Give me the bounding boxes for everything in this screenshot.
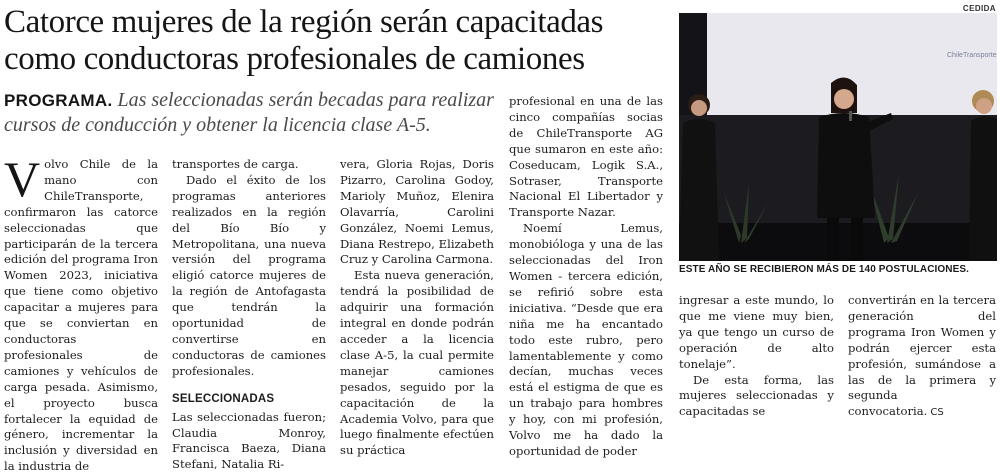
col6-text: convertirán en la tercera generación del programa Iron Women y podrán ejercer esta profesión, sumándose a las de la primera y segunda convocatoria. — [848, 293, 996, 419]
photo-caption: ESTE AÑO SE RECIBIERON MÁS DE 140 POSTULACIONES. — [679, 264, 970, 275]
paragraph: profesional en una de las cinco compañías socias de ChileTransporte AG que sumaron en este año: Coseducam, Logik S.A., Sotraser, Transporte Nacional El Libertador y Transporte Nazar. — [509, 94, 663, 220]
deck-text: Las seleccionadas serán becadas para realizar cursos de conducción y obtener la licencia clase A-5. — [4, 89, 494, 136]
deck — [4, 88, 504, 137]
paragraph: Las seleccionadas fueron; Claudia Monroy, Francisca Baeza, Diana Stefani, Natalia Ri- — [172, 409, 326, 472]
screen-logo: ChileTransporte — [947, 52, 997, 59]
paragraph: De esta forma, las mujeres seleccionadas y capacitadas se — [679, 372, 834, 419]
paragraph — [848, 293, 996, 421]
event-photo — [679, 13, 997, 261]
section-subhead: SELECCIONADAS — [172, 392, 275, 405]
paragraph — [4, 151, 158, 475]
column-2 — [172, 157, 326, 473]
column-4 — [509, 94, 663, 460]
photo-credit: CEDIDA — [962, 4, 996, 13]
paragraph: vera, Gloria Rojas, Doris Pizarro, Carolina Godoy, Marioly Muñoz, Elenira Olavarría, Carolini González, Noemi Lemus, Diana Restrepo, Elizabeth Cruz y Carolina Carmona. — [340, 157, 494, 267]
stage-illustration — [679, 13, 997, 261]
column-1 — [4, 151, 158, 475]
paragraph: transportes de carga. — [172, 157, 299, 171]
col1-text: olvo Chile de la mano con ChileTransporte, confirmaron las catorce seleccionadas que participarán de la tercera edición del programa Iron Women 2023, iniciativa que tiene como objetivo capacitar a mujeres para que se conviertan en conductoras profesionales de camiones y vehículos de carga pesada. Asimismo, el proyecto busca fortalecer la equidad de género, incrementar la inclusión y diversidad en la industria de — [4, 157, 158, 474]
paragraph: Esta nueva generación, tendrá la posibilidad de adquirir una formación integral en donde podrán acceder a la licencia clase A-5, la cual permite manejar camiones pesados, seguido por la capacitación de la Academia Volvo, para que luego finalmente efectúen su práctica — [340, 268, 494, 458]
dropcap: V — [4, 151, 41, 207]
column-3 — [340, 157, 494, 459]
column-5 — [679, 293, 834, 420]
paragraph: ingresar a este mundo, lo que me viene muy bien, ya que tengo un curso de operación de alto tonelaje”. — [679, 293, 834, 371]
column-6 — [848, 293, 996, 421]
paragraph: Dado el éxito de los programas anteriores realizados en la región del Bío Bío y Metropolitana, una nueva versión del programa eligió catorce mujeres de la región de Antofagasta que tendrán la oportunidad de convertirse en conductoras de camiones profesionales. — [172, 172, 326, 378]
paragraph: Noemí Lemus, monobióloga y una de las seleccionadas del Iron Women - tercera edición, se refirió sobre esta iniciativa. “Desde que era niña me ha encantado todo este rubro, pero lamentablemente y como decían, muchas veces está el estigma de que es un trabajo para hombres y hoy, con mi profesión, Volvo me ha dado la oportunidad de poder — [509, 221, 663, 458]
end-mark: CS — [930, 407, 944, 419]
kicker: PROGRAMA. — [4, 91, 113, 110]
headline: Catorce mujeres de la región serán capacitadas como conductoras profesionales de camiones — [4, 4, 604, 77]
